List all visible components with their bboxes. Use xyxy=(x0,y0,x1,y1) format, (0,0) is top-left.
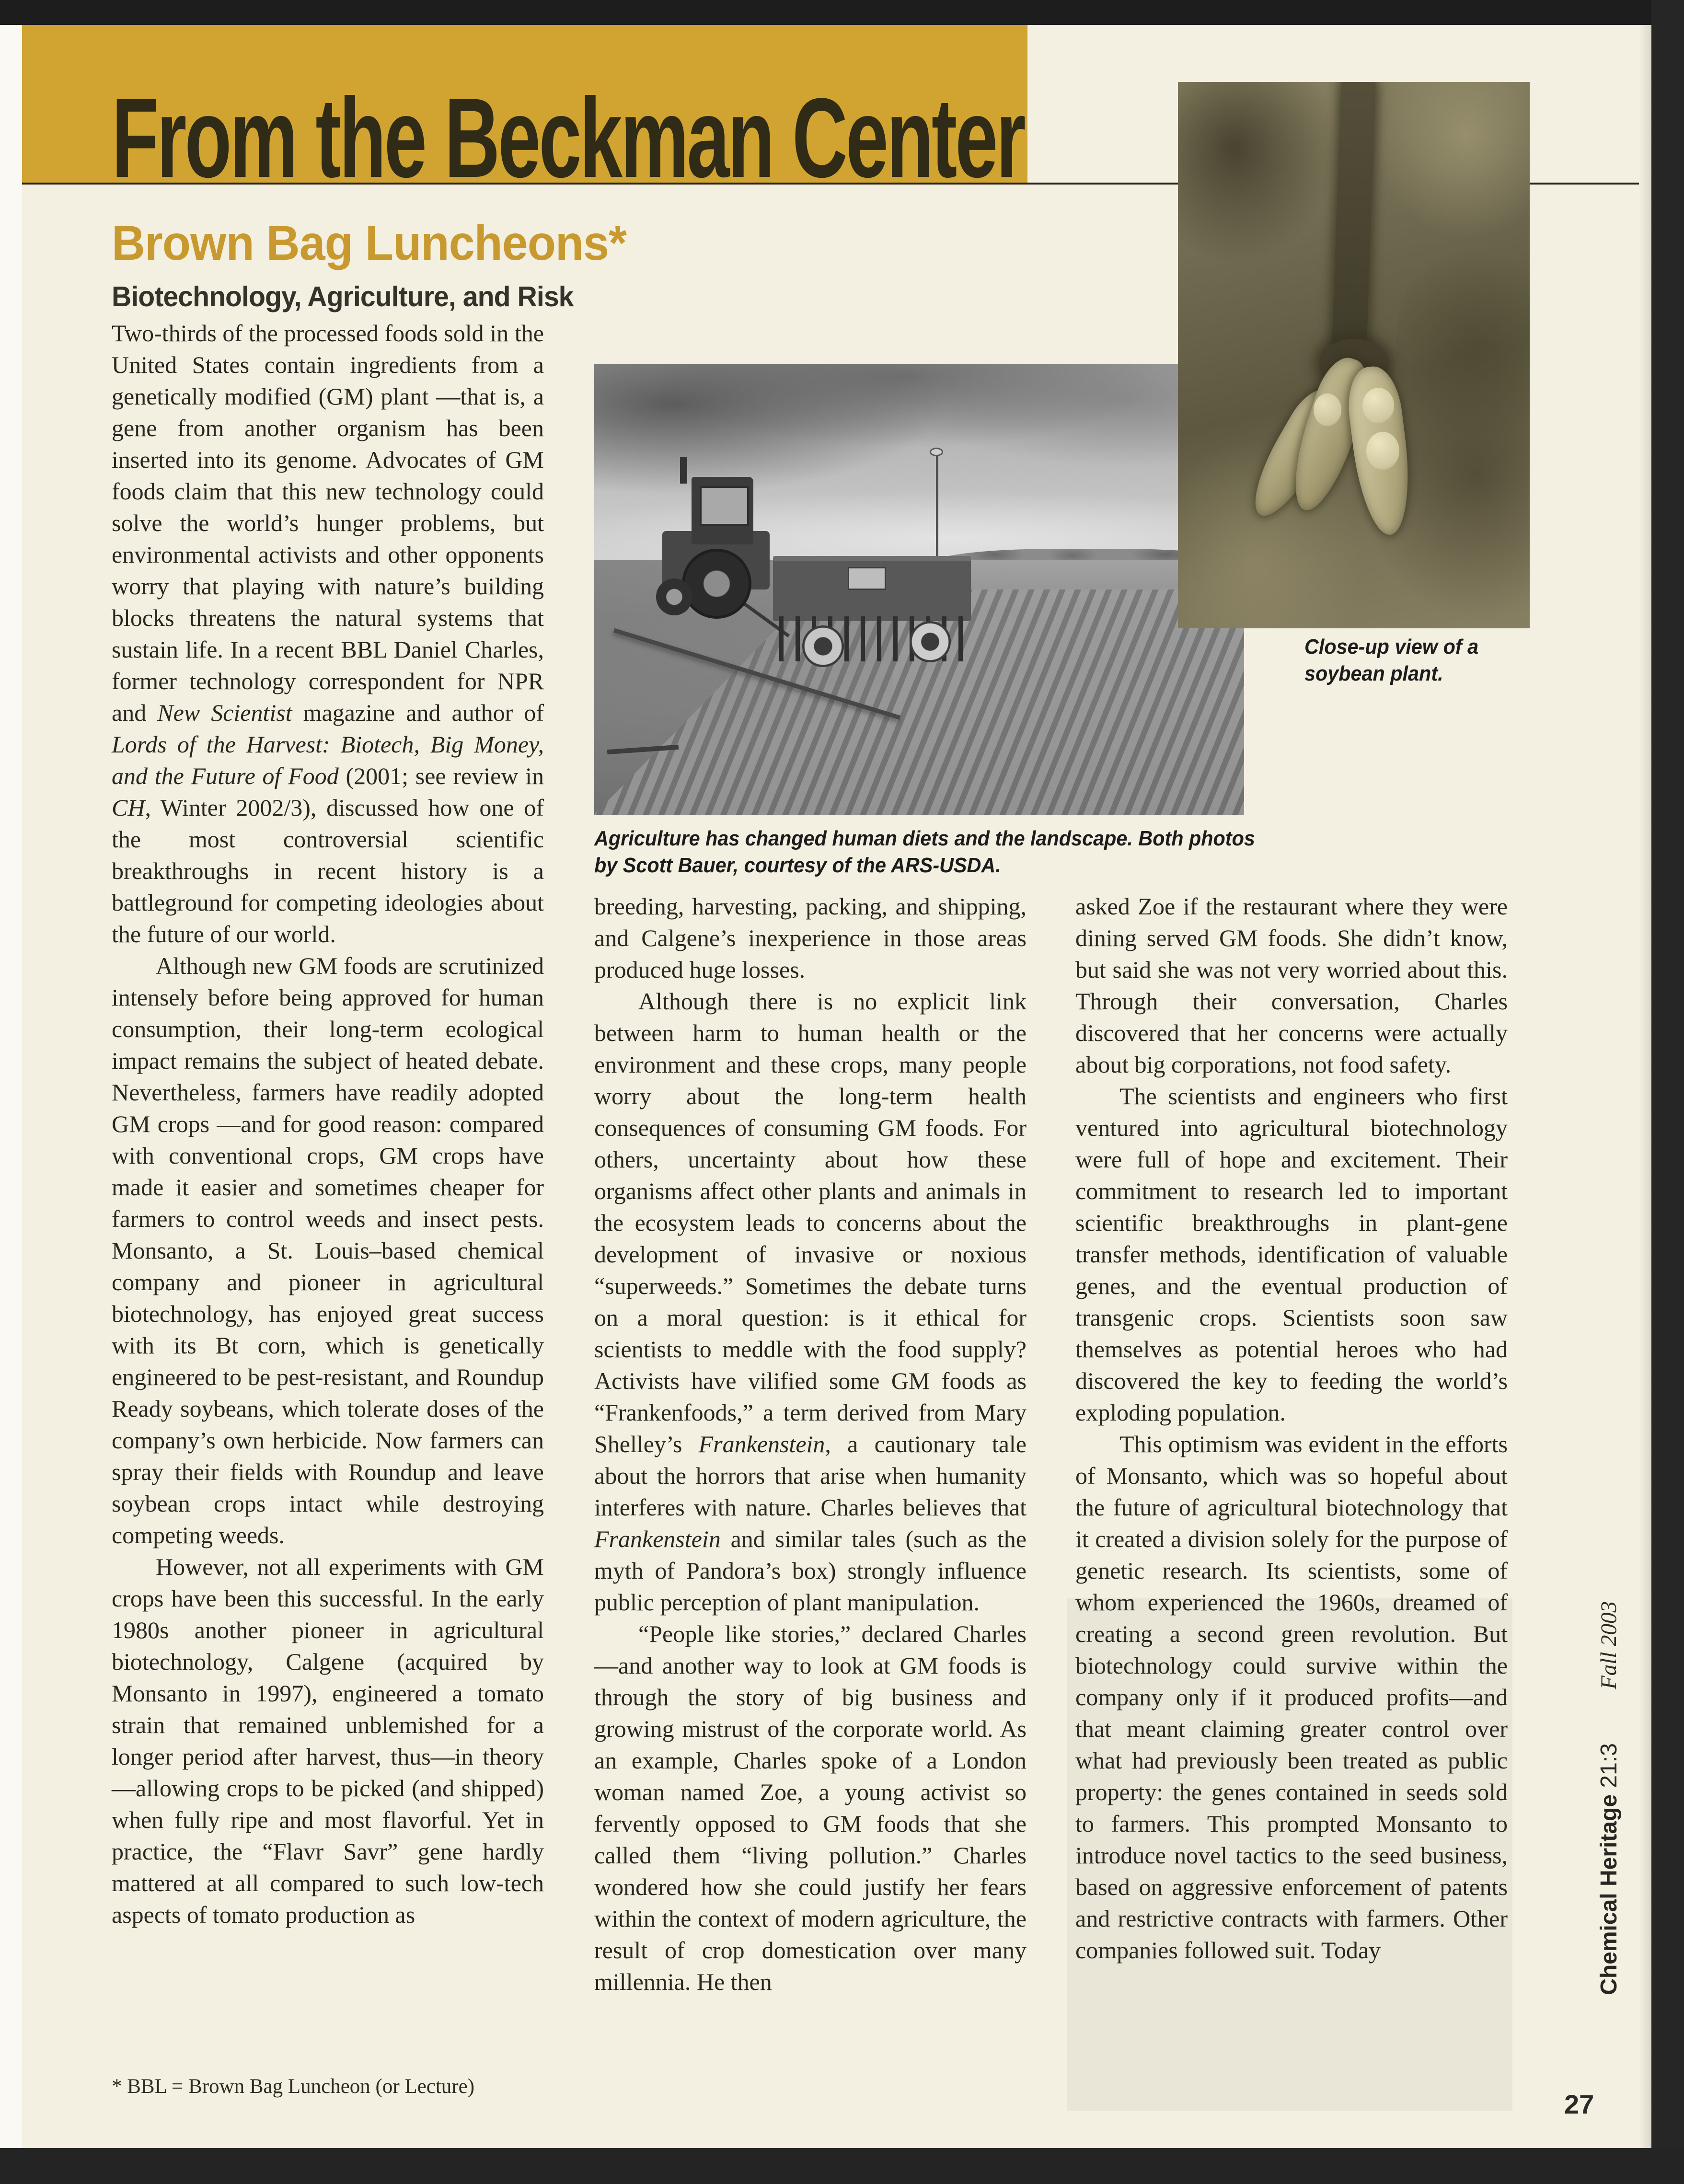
tractor-exhaust xyxy=(680,457,687,484)
page-number: 27 xyxy=(1564,2089,1594,2119)
paragraph: breeding, harvesting, packing, and shipping, and Calgene’s inexperience in those areas produced huge losses. xyxy=(594,893,1027,983)
soybean-closeup-photo xyxy=(1178,82,1530,628)
article-subtitle: Biotechnology, Agriculture, and Risk xyxy=(112,281,574,312)
scan-black-border-top xyxy=(0,0,1684,25)
paragraph: Two-thirds of the processed foods sold in the United States contain ingredients from a genetically modified (GM) plant —that is, a gene from another organism has been inserted into its genome. Advocates of GM foods claim that this new technology could solve the world’s hunger problems, but environmental activists and other opponents worry that playing with nature’s building blocks threatens the natural systems that sustain life. In a recent BBL Daniel Charles, former technology correspondent for NPR and New Scientist magazine and author of Lords of the Harvest: Biotech, Big Money, and the Future of Food (2001; see review in CH, Winter 2002/3), discussed how one of the most controversial scientific breakthroughs in recent history is a battleground for competing ideologies about the future of our world. xyxy=(112,320,544,948)
photo-leaf-blur xyxy=(1396,235,1530,453)
sidebar-journal-name: Chemical Heritage xyxy=(1596,1794,1622,1995)
soybean-photo-caption: Close-up view of a soybean plant. xyxy=(1304,635,1479,685)
paragraph: However, not all experiments with GM crops have been this successful. In the early 1980s another pioneer in agricultural biotechnology, Calgene (acquired by Monsanto in 1997), engineered a tomato strain that remained unblemished for a longer period after harvest, thus—in theory—allowing crops to be picked (and shipped) when fully ripe and most flavorful. Yet in practice, the “Flavr Savr” gene hardly mattered at all compared to such low-tech aspects of tomato production as xyxy=(112,1553,544,1928)
scan-black-border-bottom xyxy=(0,2148,1684,2184)
photo-light-pole xyxy=(936,454,938,567)
text-column-3 xyxy=(1075,890,1508,1966)
article-title: Brown Bag Luncheons* xyxy=(112,216,626,270)
paragraph: Although there is no explicit link between harm to human health or the environment and these crops, many people worry about the long-term health consequences of consuming GM foods. For others, uncertainty about how these organisms affect other plants and animals in the ecosystem leads to concerns about the development of invasive or noxious “superweeds.” Sometimes the debate turns on a moral question: is it ethical for scientists to meddle with the food supply? Activists have vilified some GM foods as “Frankenfoods,” a term derived from Mary Shelley’s Frankenstein, a cautionary tale about the horrors that arise when humanity interferes with nature. Charles believes that Frankenstein and similar tales (such as the myth of Pandora’s box) strongly influence public perception of plant manipulation. xyxy=(594,988,1027,1616)
footnote: * BBL = Brown Bag Luncheon (or Lecture) xyxy=(112,2075,475,2098)
sidebar-issue-season: Fall 2003 xyxy=(1596,1601,1621,1690)
tractor-photo-caption: Agriculture has changed human diets and the landscape. Both photos by Scott Bauer, courtesy of the ARS-USDA. xyxy=(594,827,1255,877)
magazine-page xyxy=(22,19,1651,2149)
tractor-rear-wheel xyxy=(682,549,751,618)
sidebar-journal-line xyxy=(1596,1729,1623,2009)
tractor-cab-window xyxy=(700,486,749,526)
paper-edge-shadow xyxy=(1639,19,1651,2149)
sidebar-issue-number: 21:3 xyxy=(1596,1743,1622,1788)
soybean-stem xyxy=(1331,82,1377,378)
photo-pole-lamp xyxy=(930,448,943,456)
paragraph: The scientists and engineers who first ventured into agricultural biotechnology were full of hope and excitement. Their commitment to research led to important scientific breakthroughs in plant-gene transfer methods, identification of valuable genes, and the eventual production of transgenic crops. Scientists soon saw themselves as potential heroes who had discovered the key to feeding the world’s exploding population. xyxy=(1075,1083,1508,1426)
text-column-1 xyxy=(112,317,544,1930)
soybean-seed xyxy=(1314,393,1342,426)
paragraph: Although new GM foods are scrutinized intensely before being approved for human consumption, their long-term ecological impact remains the subject of heated debate. Nevertheless, farmers have readily adopted GM crops —and for good reason: compared with conventional crops, GM crops have made it easier and sometimes cheaper for farmers to control weeds and insect pests. Monsanto, a St. Louis–based chemical company and pioneer in agricultural biotechnology, has enjoyed great success with its Bt corn, which is genetically engineered to be pest-resistant, and Roundup Ready soybeans, which tolerate doses of the company’s own herbicide. Now farmers can spray their fields with Roundup and leave soybean crops intact while destroying competing weeds. xyxy=(112,952,544,1548)
paragraph: “People like stories,” declared Charles—and another way to look at GM foods is through the story of big business and growing mistrust of the corporate world. As an example, Charles spoke of a London woman named Zoe, a young activist so fervently opposed to GM foods that she called them “living pollution.” Charles wondered how she could justify her fears within the context of modern agriculture, the result of crop domestication over many millennia. He then xyxy=(594,1620,1027,1995)
tractor-field-photo xyxy=(594,364,1244,815)
paragraph: This optimism was evident in the efforts of Monsanto, which was so hopeful about the future of agricultural biotechnology that it created a division solely for the purpose of genetic research. Its scientists, some of whom experienced the 1960s, dreamed of creating a second green revolution. But biotechnology could survive within the company only if it produced profits—and that meant claiming greater control over what had previously been treated as public property: the genes contained in seeds sold to farmers. This prompted Monsanto to introduce novel tactics to the seed business, based on aggressive enforcement of patents and restrictive contracts with farmers. Other companies followed suit. Today xyxy=(1075,1431,1508,1964)
text-column-2 xyxy=(594,890,1027,1998)
tractor-front-wheel xyxy=(656,578,692,615)
seed-drill-wheel xyxy=(802,625,844,667)
scan-black-border-right xyxy=(1651,0,1684,2184)
section-banner-title: From the Beckman Center xyxy=(112,75,1024,201)
seed-drill-label xyxy=(848,567,887,590)
facing-page-edge xyxy=(0,19,22,2152)
seed-drill-wheel xyxy=(910,621,951,662)
paragraph: asked Zoe if the restaurant where they were dining served GM foods. She didn’t know, but said she was not very worried about this. Through their conversation, Charles discovered that her concerns were actually about big corporations, not food safety. xyxy=(1075,893,1508,1078)
